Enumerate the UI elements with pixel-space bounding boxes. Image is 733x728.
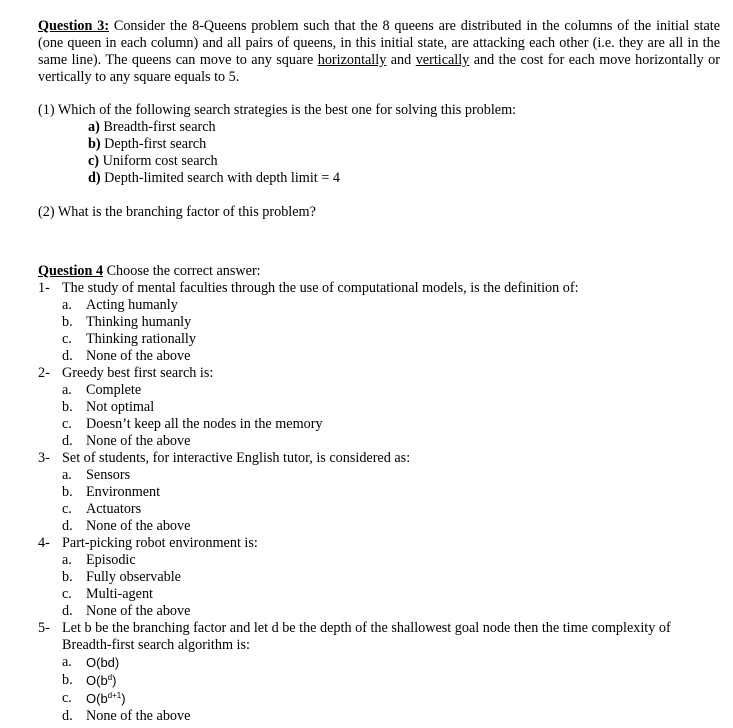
item-3-choices	[62, 467, 720, 535]
formula-tail: )	[121, 691, 126, 706]
choice-d	[62, 518, 720, 535]
choice-letter: a.	[62, 552, 72, 568]
option-d	[88, 170, 720, 187]
choice-letter: d.	[62, 433, 73, 449]
item-number: 3-	[38, 450, 50, 466]
question-4	[38, 263, 720, 725]
choice-text: None of the above	[86, 348, 191, 364]
option-b	[88, 136, 720, 153]
document-page	[38, 18, 720, 725]
choice-letter: c.	[62, 331, 72, 347]
choice-letter: b.	[62, 314, 73, 330]
choice-d	[62, 603, 720, 620]
choice-text: Doesn’t keep all the nodes in the memory	[86, 416, 323, 432]
choice-text: Episodic	[86, 552, 136, 568]
choice-b	[62, 314, 720, 331]
item-number: 2-	[38, 365, 50, 381]
choice-c	[62, 331, 720, 348]
choice-letter: a.	[62, 467, 72, 483]
item-1-choices	[62, 297, 720, 365]
choice-text: Thinking humanly	[86, 314, 192, 330]
item-number: 4-	[38, 535, 50, 551]
choice-text: None of the above	[86, 603, 191, 619]
choice-a	[62, 382, 720, 399]
formula-base: O(b	[86, 691, 108, 706]
choice-letter: d.	[62, 603, 73, 619]
choice-c	[62, 586, 720, 603]
option-text: Uniform cost search	[99, 153, 218, 169]
option-c	[88, 153, 720, 170]
choice-letter: c.	[62, 416, 72, 432]
choice-b	[62, 569, 720, 586]
choice-text: Multi-agent	[86, 586, 153, 602]
word-and: and	[386, 52, 416, 68]
question-3-sub-1	[38, 102, 720, 187]
choice-letter: b.	[62, 569, 73, 585]
sub-1-prompt: (1) Which of the following search strategies is the best one for solving this problem:	[38, 102, 517, 118]
sub-1-options	[88, 119, 720, 187]
choice-a	[62, 297, 720, 314]
choice-d	[62, 708, 720, 725]
choice-letter: d.	[62, 348, 73, 364]
choice-letter: c.	[62, 586, 72, 602]
question-item-4	[38, 535, 720, 552]
item-number: 1-	[38, 280, 50, 296]
choice-text: None of the above	[86, 518, 191, 534]
choice-a	[62, 467, 720, 484]
formula-exponent: d	[107, 673, 113, 682]
item-2-choices	[62, 382, 720, 450]
question-item-3	[38, 450, 720, 467]
item-text: Set of students, for interactive English tutor, is considered as:	[62, 450, 411, 466]
choice-text: O(bd)	[86, 655, 120, 670]
option-label: a)	[88, 119, 100, 135]
choice-letter: a.	[62, 654, 72, 670]
choice-a	[62, 654, 720, 672]
item-4-choices	[62, 552, 720, 620]
choice-text: Thinking rationally	[86, 331, 196, 347]
option-text: Depth-first search	[100, 136, 207, 152]
choice-text: None of the above	[86, 433, 191, 449]
choice-d	[62, 348, 720, 365]
choice-text: Environment	[86, 484, 161, 500]
item-text: Part-picking robot environment is:	[62, 535, 258, 551]
option-label: b)	[88, 136, 101, 152]
question-3-text-part-2: and the cost for each move horizontally or vertically to any square equals to 5.	[38, 52, 720, 85]
question-3-text-part-1: Consider the 8-Queens problem such that the 8 queens are distributed in the columns of the initial state (one queen in each column) and all pairs of queens, in this initial state, are attacking each other (i.e. they are all in the same line). The queens can move to any square	[38, 18, 720, 68]
item-text: Greedy best first search is:	[62, 365, 214, 381]
option-label: d)	[88, 170, 101, 186]
word-horizontally: horizontally	[317, 52, 387, 68]
choice-letter: a.	[62, 382, 72, 398]
choice-b	[62, 484, 720, 501]
choice-text: Not optimal	[86, 399, 155, 415]
word-vertically: vertically	[415, 52, 470, 68]
choice-text	[86, 691, 126, 706]
choice-text: Acting humanly	[86, 297, 178, 313]
question-item-2	[38, 365, 720, 382]
choice-letter: b.	[62, 672, 73, 688]
option-text: Breadth-first search	[99, 119, 216, 135]
choice-c	[62, 690, 720, 708]
choice-text: Actuators	[86, 501, 142, 517]
choice-b	[62, 399, 720, 416]
option-a	[88, 119, 720, 136]
choice-text	[86, 673, 116, 688]
question-3-sub-2: (2) What is the branching factor of this problem?	[38, 204, 316, 220]
option-label: c)	[88, 153, 100, 169]
question-3-paragraph	[38, 18, 720, 86]
question-3-heading: Question 3:	[38, 18, 110, 34]
choice-c	[62, 501, 720, 518]
formula-base: O(b	[86, 673, 108, 688]
choice-c	[62, 416, 720, 433]
choice-letter: d.	[62, 708, 73, 724]
choice-letter: a.	[62, 297, 72, 313]
item-text: Let b be the branching factor and let d be the depth of the shallowest goal node then the time complexity of Breadth-first search algorithm is:	[62, 620, 671, 653]
choice-text: Fully observable	[86, 569, 181, 585]
choice-letter: b.	[62, 484, 73, 500]
choice-text: None of the above	[86, 708, 191, 724]
choice-d	[62, 433, 720, 450]
item-5-choices	[62, 654, 720, 725]
question-4-header	[38, 263, 720, 280]
item-text: The study of mental faculties through the use of computational models, is the definition of:	[62, 280, 579, 296]
choice-letter: c.	[62, 690, 72, 706]
choice-letter: b.	[62, 399, 73, 415]
formula-exponent: d+1	[107, 691, 122, 700]
choice-text: Sensors	[86, 467, 131, 483]
choice-letter: c.	[62, 501, 72, 517]
item-number: 5-	[38, 620, 50, 636]
question-4-intro: Choose the correct answer:	[103, 263, 261, 279]
choice-text: Complete	[86, 382, 142, 398]
question-item-5	[38, 620, 720, 654]
question-item-1	[38, 280, 720, 297]
choice-letter: d.	[62, 518, 73, 534]
option-text: Depth-limited search with depth limit = 4	[100, 170, 340, 186]
choice-a	[62, 552, 720, 569]
choice-b	[62, 672, 720, 690]
question-4-heading: Question 4	[38, 263, 104, 279]
formula-tail: )	[112, 673, 117, 688]
